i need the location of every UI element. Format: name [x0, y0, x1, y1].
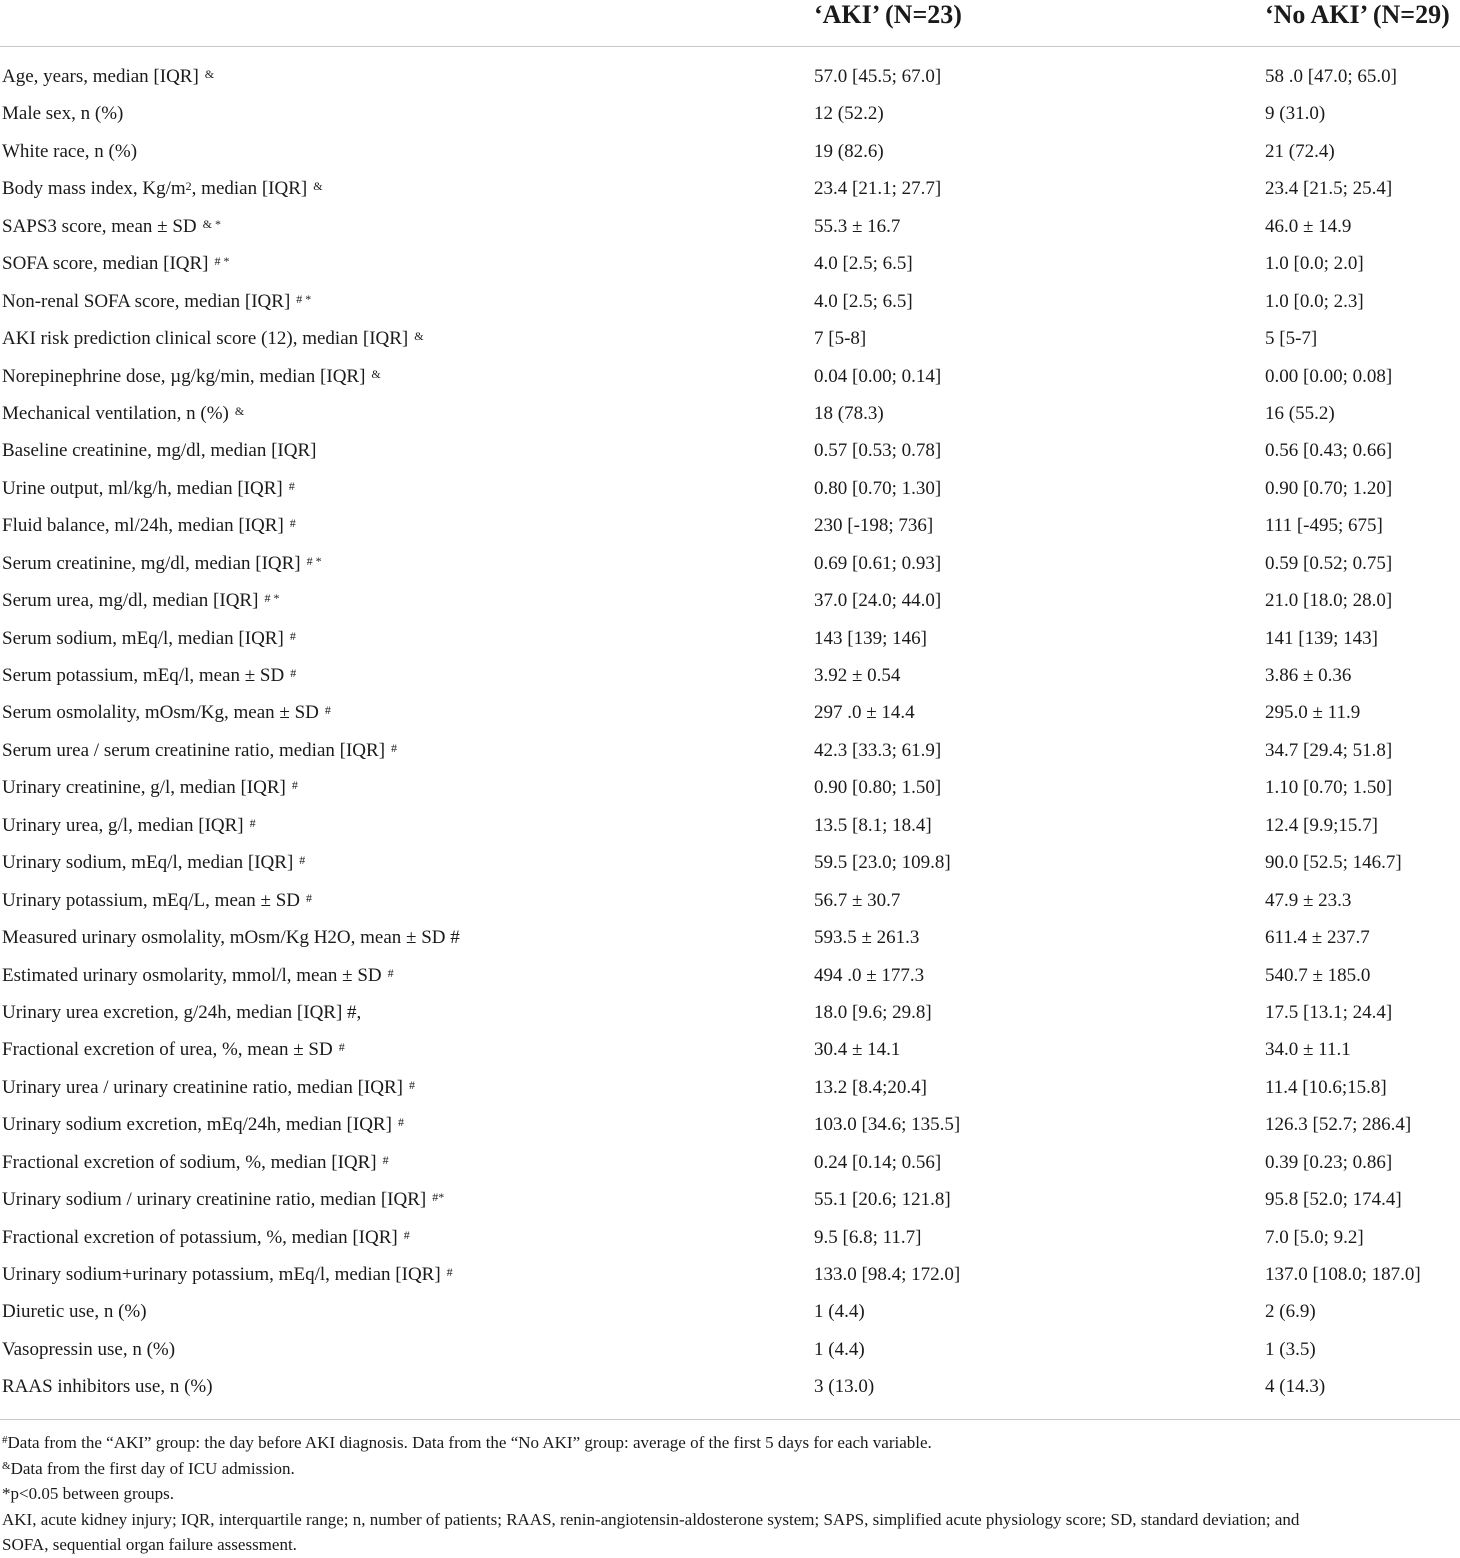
- footnote-marker: #: [403, 1227, 410, 1242]
- cell-no-aki: 23.4 [21.5; 25.4]: [1265, 178, 1393, 200]
- row-label: [2, 283, 311, 320]
- cell-aki: 18.0 [9.6; 29.8]: [814, 1001, 932, 1023]
- footnote-marker: & *: [202, 216, 221, 231]
- row-label: [2, 1219, 410, 1256]
- row-label-text: Serum osmolality, mOsm/Kg, mean ± SD: [2, 702, 319, 724]
- footnote-marker: #: [446, 1265, 453, 1279]
- footnote-marker: #: [291, 778, 298, 793]
- table-row: [0, 507, 1460, 544]
- cell-no-aki: 34.0 ± 11.1: [1265, 1039, 1351, 1061]
- table-row: [0, 844, 1460, 881]
- cell-no-aki: 47.9 ± 23.3: [1265, 889, 1352, 911]
- cell-no-aki: 2 (6.9): [1265, 1301, 1316, 1323]
- cell-no-aki: 17.5 [13.1; 24.4]: [1265, 1001, 1393, 1023]
- row-label: [2, 1144, 389, 1181]
- row-label: [2, 208, 221, 245]
- cell-no-aki: 141 [139; 143]: [1265, 627, 1378, 649]
- table-header: [0, 0, 1460, 47]
- table-footnotes: [2, 1430, 1460, 1558]
- cell-aki: 593.5 ± 261.3: [814, 927, 920, 949]
- row-label-text: Body mass index, Kg/m: [2, 178, 186, 200]
- footnote-line: [2, 1532, 1460, 1558]
- row-label: [2, 95, 123, 132]
- footnote-marker: #*: [432, 1190, 445, 1205]
- table-row: [0, 957, 1460, 994]
- row-label-text: SAPS3 score, mean ± SD: [2, 215, 197, 237]
- table-row: [0, 1106, 1460, 1143]
- row-label: [2, 807, 256, 844]
- column-header-aki: ‘AKI’ (N=23): [814, 0, 962, 29]
- row-label-text: Urinary potassium, mEq/L, mean ± SD: [2, 889, 301, 911]
- cell-no-aki: 1.0 [0.0; 2.3]: [1265, 290, 1364, 312]
- row-label: [2, 545, 322, 582]
- cell-no-aki: 11.4 [10.6;15.8]: [1265, 1076, 1387, 1098]
- footnote-marker: #: [397, 1115, 404, 1130]
- cell-no-aki: 0.59 [0.52; 0.75]: [1265, 552, 1393, 574]
- row-label: [2, 844, 305, 881]
- table-row: [0, 432, 1460, 469]
- row-label-text: Urinary sodium excretion, mEq/24h, median [IQR]: [2, 1114, 392, 1136]
- cell-aki: 4.0 [2.5; 6.5]: [814, 290, 913, 312]
- cell-aki: 19 (82.6): [814, 140, 884, 162]
- row-label-text: SOFA score, median [IQR]: [2, 253, 209, 275]
- footnote-marker: # *: [296, 291, 312, 306]
- cell-no-aki: 12.4 [9.9;15.7]: [1265, 814, 1378, 836]
- row-label: [2, 620, 296, 657]
- row-label: [2, 1181, 444, 1218]
- footnote-text: AKI, acute kidney injury; IQR, interquartile range; n, number of patients; RAAS, renin-angiotensin-aldosterone system; SAPS, simplified acute physiology score; SD, standard deviation; and: [2, 1509, 1300, 1529]
- row-label: [2, 1368, 213, 1405]
- footnote-marker: #: [299, 853, 306, 868]
- row-label-text: Fluid balance, ml/24h, median [IQR]: [2, 515, 284, 537]
- row-label-text: AKI risk prediction clinical score (12), median [IQR]: [2, 328, 409, 350]
- row-label-text: Serum urea, mg/dl, median [IQR]: [2, 590, 259, 612]
- cell-no-aki: 1.0 [0.0; 2.0]: [1265, 253, 1364, 275]
- table-row: [0, 620, 1460, 657]
- table-row: [0, 1256, 1460, 1293]
- table-row: [0, 1368, 1460, 1405]
- cell-aki: 13.5 [8.1; 18.4]: [814, 814, 932, 836]
- footnote-marker: &: [414, 329, 424, 344]
- row-label: [2, 358, 381, 395]
- footnote-marker: # *: [264, 591, 280, 606]
- footnote-marker: &: [313, 179, 323, 194]
- row-label: [2, 320, 424, 357]
- footnote-marker: # *: [306, 553, 322, 568]
- footnote-marker: #: [382, 1152, 389, 1167]
- table-bottom-rule: [0, 1419, 1460, 1420]
- table-row: [0, 882, 1460, 919]
- footnote-marker: &: [234, 403, 245, 418]
- row-label-text: Serum potassium, mEq/l, mean ± SD: [2, 665, 285, 686]
- cell-no-aki: 5 [5-7]: [1265, 328, 1318, 350]
- table-row: [0, 1031, 1460, 1068]
- table-row: [0, 1293, 1460, 1330]
- row-label-text: Vasopressin use, n (%): [2, 1338, 176, 1360]
- row-label: [2, 58, 214, 95]
- row-label-text: Fractional excretion of potassium, %, median [IQR]: [2, 1226, 398, 1248]
- table-row: [0, 133, 1460, 170]
- cell-aki: 0.80 [0.70; 1.30]: [814, 477, 942, 499]
- cell-no-aki: 46.0 ± 14.9: [1265, 215, 1352, 237]
- cell-aki: 37.0 [24.0; 44.0]: [814, 590, 942, 612]
- cell-no-aki: 21 (72.4): [1265, 140, 1335, 162]
- footnote-marker: #: [387, 965, 394, 980]
- cell-aki: 230 [-198; 736]: [814, 515, 934, 537]
- row-label: [2, 395, 244, 432]
- cell-no-aki: 7.0 [5.0; 9.2]: [1265, 1226, 1364, 1248]
- table-row: [0, 470, 1460, 507]
- row-label: [2, 133, 137, 170]
- footnote-marker: #: [324, 703, 331, 718]
- table-row: [0, 395, 1460, 432]
- cell-no-aki: 16 (55.2): [1265, 402, 1335, 424]
- cell-aki: 143 [139; 146]: [814, 627, 927, 649]
- cell-aki: 9.5 [6.8; 11.7]: [814, 1226, 922, 1248]
- row-label: [2, 769, 298, 806]
- cell-no-aki: 0.56 [0.43; 0.66]: [1265, 440, 1393, 462]
- row-label-text: Serum sodium, mEq/l, median [IQR]: [2, 627, 284, 649]
- row-label: [2, 732, 397, 769]
- footnote-text: Data from the “AKI” group: the day before AKI diagnosis. Data from the “No AKI” group: average of the first 5 days for each variable.: [7, 1433, 932, 1452]
- row-label: [2, 957, 394, 994]
- cell-aki: 12 (52.2): [814, 103, 884, 125]
- footnote-marker: #: [290, 666, 297, 680]
- footnote-marker: &: [371, 366, 381, 381]
- cell-aki: 18 (78.3): [814, 402, 884, 424]
- cell-aki: 30.4 ± 14.1: [814, 1039, 901, 1061]
- cell-no-aki: 295.0 ± 11.9: [1265, 702, 1361, 724]
- footnote-marker: #: [338, 1040, 345, 1055]
- row-label-text: Urinary creatinine, g/l, median [IQR]: [2, 777, 286, 799]
- column-header-no-aki: ‘No AKI’ (N=29): [1265, 0, 1450, 29]
- footnote-text: SOFA, sequential organ failure assessment.: [2, 1535, 297, 1554]
- cell-no-aki: 126.3 [52.7; 286.4]: [1265, 1114, 1412, 1136]
- row-label: [2, 657, 296, 694]
- table-row: [0, 358, 1460, 395]
- cell-no-aki: 540.7 ± 185.0: [1265, 964, 1371, 986]
- cell-no-aki: 4 (14.3): [1265, 1376, 1326, 1398]
- table-row: [0, 1069, 1460, 1106]
- footnote-line: [2, 1456, 1460, 1482]
- cell-no-aki: 58 .0 [47.0; 65.0]: [1265, 66, 1397, 87]
- cell-no-aki: 611.4 ± 237.7: [1265, 927, 1370, 949]
- row-label: [2, 1331, 175, 1368]
- footnote-symbol: #: [2, 1434, 8, 1446]
- cell-aki: 55.3 ± 16.7: [814, 215, 901, 237]
- row-label-text: Male sex, n (%): [2, 103, 124, 125]
- footnote-marker: # *: [214, 254, 230, 269]
- footnote-line: [2, 1507, 1460, 1533]
- row-label: [2, 1293, 147, 1330]
- cell-aki: 55.1 [20.6; 121.8]: [814, 1189, 951, 1211]
- row-label-text: Non-renal SOFA score, median [IQR]: [2, 290, 291, 312]
- cell-aki: 42.3 [33.3; 61.9]: [814, 739, 942, 761]
- row-label-text: Serum urea / serum creatinine ratio, median [IQR]: [2, 739, 386, 761]
- row-label-text: Estimated urinary osmolarity, mmol/l, mean ± SD: [2, 964, 382, 986]
- footnote-marker: &: [204, 67, 215, 81]
- cell-no-aki: 1.10 [0.70; 1.50]: [1265, 777, 1393, 799]
- row-label-text: Baseline creatinine, mg/dl, median [IQR]: [2, 440, 317, 462]
- table-row: [0, 769, 1460, 806]
- cell-aki: 3 (13.0): [814, 1376, 875, 1398]
- cell-no-aki: 95.8 [52.0; 174.4]: [1265, 1189, 1402, 1211]
- cell-aki: 0.04 [0.00; 0.14]: [814, 365, 942, 387]
- cell-aki: 3.92 ± 0.54: [814, 665, 901, 686]
- table-row: [0, 694, 1460, 731]
- row-label-text: RAAS inhibitors use, n (%): [2, 1376, 213, 1398]
- footnote-marker: #: [249, 815, 256, 830]
- footnote-marker: #: [306, 890, 313, 905]
- row-label: [2, 1069, 415, 1106]
- cell-aki: 13.2 [8.4;20.4]: [814, 1076, 927, 1098]
- table-row: [0, 994, 1460, 1031]
- table-row: [0, 1331, 1460, 1368]
- row-label: [2, 694, 331, 731]
- row-label-text: Diuretic use, n (%): [2, 1301, 147, 1323]
- cell-aki: 1 (4.4): [814, 1301, 865, 1323]
- footnote-symbol: &: [2, 1459, 11, 1472]
- table-row: [0, 582, 1460, 619]
- row-label-text: Urinary urea, g/l, median [IQR]: [2, 814, 244, 836]
- table-row: [0, 320, 1460, 357]
- row-label-text: Fractional excretion of urea, %, mean ± SD: [2, 1039, 333, 1061]
- cell-no-aki: 111 [-495; 675]: [1265, 515, 1383, 537]
- row-label-text: White race, n (%): [2, 140, 138, 162]
- cell-aki: 297 .0 ± 14.4: [814, 702, 915, 724]
- row-label-text: Urine output, ml/kg/h, median [IQR]: [2, 477, 283, 499]
- table-row: [0, 170, 1460, 207]
- row-label: [2, 245, 230, 282]
- cell-aki: 0.57 [0.53; 0.78]: [814, 440, 942, 462]
- table-row: [0, 95, 1460, 132]
- table-row: [0, 919, 1460, 956]
- row-label-text: Fractional excretion of sodium, %, median [IQR]: [2, 1151, 377, 1173]
- row-label-text: Urinary urea excretion, g/24h, median [IQR] #,: [2, 1001, 362, 1023]
- cell-aki: 59.5 [23.0; 109.8]: [814, 852, 951, 874]
- footnote-text: Data from the first day of ICU admission.: [10, 1458, 295, 1478]
- row-label: [2, 1106, 404, 1143]
- row-label: [2, 507, 296, 544]
- row-label: [2, 994, 361, 1031]
- row-label-text: Age, years, median [IQR]: [2, 66, 199, 87]
- footnote-marker: #: [408, 1077, 415, 1092]
- table-row: [0, 1181, 1460, 1218]
- cell-aki: 103.0 [34.6; 135.5]: [814, 1114, 961, 1136]
- row-label-text: Urinary sodium, mEq/l, median [IQR]: [2, 852, 294, 874]
- cell-no-aki: 21.0 [18.0; 28.0]: [1265, 590, 1393, 612]
- row-label: [2, 919, 460, 956]
- table-row: [0, 208, 1460, 245]
- cell-no-aki: 0.00 [0.00; 0.08]: [1265, 365, 1393, 387]
- row-label-text: Urinary urea / urinary creatinine ratio, median [IQR]: [2, 1076, 403, 1098]
- cell-no-aki: 34.7 [29.4; 51.8]: [1265, 739, 1393, 761]
- cell-no-aki: 1 (3.5): [1265, 1338, 1316, 1360]
- table-row: [0, 58, 1460, 95]
- footnote-marker: #: [289, 516, 296, 531]
- table-row: [0, 283, 1460, 320]
- row-label-text: Mechanical ventilation, n (%): [2, 402, 229, 424]
- table-row: [0, 245, 1460, 282]
- cell-no-aki: 90.0 [52.5; 146.7]: [1265, 852, 1402, 874]
- row-label-tail: , median [IQR]: [191, 178, 308, 200]
- cell-aki: 7 [5-8]: [814, 328, 867, 350]
- cell-no-aki: 9 (31.0): [1265, 103, 1326, 125]
- table-row: [0, 1219, 1460, 1256]
- unit-exponent: 2: [185, 179, 192, 194]
- table-body: [0, 58, 1460, 1406]
- row-label-text: Urinary sodium+urinary potassium, mEq/l, median [IQR]: [2, 1264, 441, 1285]
- cell-no-aki: 137.0 [108.0; 187.0]: [1265, 1264, 1421, 1285]
- footnote-marker: #: [391, 740, 398, 755]
- row-label-text: Measured urinary osmolality, mOsm/Kg H2O, mean ± SD #: [2, 927, 460, 949]
- footnote-marker: #: [288, 478, 295, 493]
- table-row: [0, 807, 1460, 844]
- table-row: [0, 732, 1460, 769]
- row-label: [2, 470, 295, 507]
- cell-aki: 56.7 ± 30.7: [814, 889, 901, 911]
- table-row: [0, 545, 1460, 582]
- cell-aki: 1 (4.4): [814, 1338, 865, 1360]
- row-label: [2, 432, 316, 469]
- cell-aki: 57.0 [45.5; 67.0]: [814, 66, 942, 87]
- row-label-text: Norepinephrine dose, µg/kg/min, median [IQR]: [2, 365, 366, 387]
- row-label: [2, 882, 312, 919]
- cell-no-aki: 3.86 ± 0.36: [1265, 665, 1352, 686]
- cell-aki: 0.90 [0.80; 1.50]: [814, 777, 942, 799]
- cell-no-aki: 0.90 [0.70; 1.20]: [1265, 477, 1393, 499]
- cell-aki: 23.4 [21.1; 27.7]: [814, 178, 942, 200]
- cell-aki: 0.69 [0.61; 0.93]: [814, 552, 942, 574]
- footnote-line: [2, 1481, 1460, 1507]
- table-row: [0, 657, 1460, 694]
- cell-aki: 0.24 [0.14; 0.56]: [814, 1151, 942, 1173]
- table-row: [0, 1144, 1460, 1181]
- footnote-marker: #: [289, 628, 296, 643]
- row-label-text: Urinary sodium / urinary creatinine ratio, median [IQR]: [2, 1189, 427, 1211]
- row-label-text: Serum creatinine, mg/dl, median [IQR]: [2, 552, 301, 574]
- cell-aki: 4.0 [2.5; 6.5]: [814, 253, 913, 275]
- row-label: [2, 1256, 453, 1293]
- row-label: [2, 170, 323, 207]
- cell-no-aki: 0.39 [0.23; 0.86]: [1265, 1151, 1393, 1173]
- row-label: [2, 582, 279, 619]
- footnote-line: [2, 1430, 1460, 1456]
- cell-aki: 133.0 [98.4; 172.0]: [814, 1264, 961, 1285]
- row-label: [2, 1031, 345, 1068]
- footnote-text: *p<0.05 between groups.: [2, 1484, 175, 1503]
- cell-aki: 494 .0 ± 177.3: [814, 964, 925, 986]
